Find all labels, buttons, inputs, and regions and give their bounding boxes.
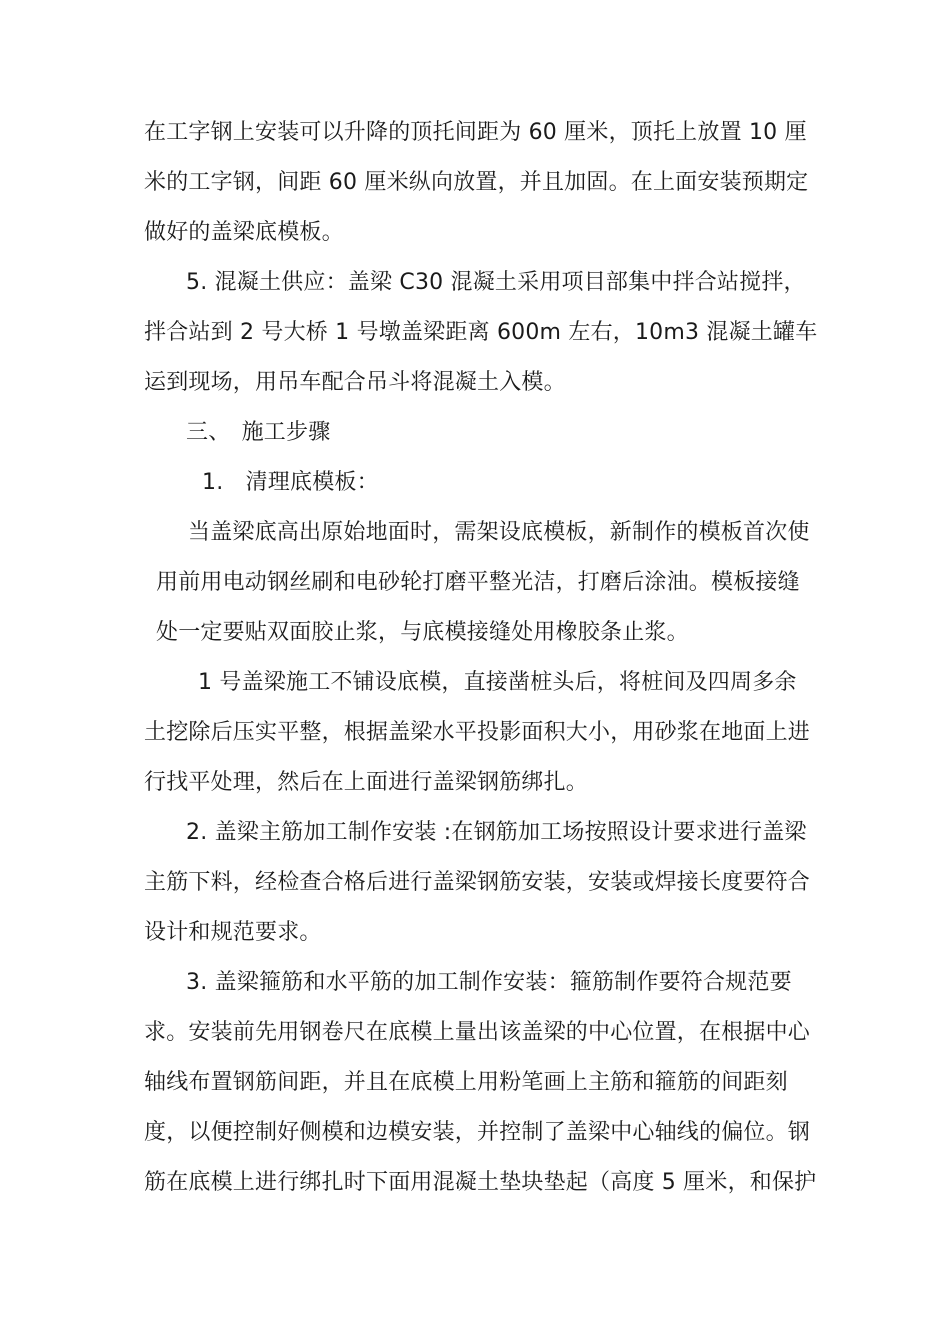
paragraph-line: 当盖梁底高出原始地面时，需架设底模板，新制作的模板首次使: [188, 520, 810, 545]
section-heading: 三、 施工步骤: [186, 420, 331, 445]
paragraph-line: 2. 盖梁主筋加工制作安装 :在钢筋加工场按照设计要求进行盖梁: [186, 820, 807, 845]
paragraph-line: 求。安装前先用钢卷尺在底模上量出该盖梁的中心位置，在根据中心: [144, 1020, 811, 1045]
paragraph-line: 5. 混凝土供应：盖梁 C30 混凝土采用项目部集中拌合站搅拌，: [186, 270, 806, 295]
paragraph-line: 拌合站到 2 号大桥 1 号墩盖梁距离 600m 左右，10m3 混凝土罐车: [144, 320, 818, 345]
paragraph-line: 在工字钢上安装可以升降的顶托间距为 60 厘米，顶托上放置 10 厘: [144, 120, 807, 145]
paragraph-line: 度，以便控制好侧模和边模安装，并控制了盖梁中心轴线的偏位。钢: [144, 1120, 811, 1145]
paragraph-line: 运到现场，用吊车配合吊斗将混凝土入模。: [144, 370, 566, 395]
paragraph-line: 筋在底模上进行绑扎时下面用混凝土垫块垫起（高度 5 厘米，和保护: [144, 1170, 817, 1195]
paragraph-line: 主筋下料，经检查合格后进行盖梁钢筋安装，安装或焊接长度要符合: [144, 870, 811, 895]
paragraph-line: 用前用电动钢丝刷和电砂轮打磨平整光洁，打磨后涂油。模板接缝: [156, 570, 800, 595]
paragraph-line: 处一定要贴双面胶止浆，与底模接缝处用橡胶条止浆。: [156, 620, 689, 645]
paragraph-line: 3. 盖梁箍筋和水平筋的加工制作安装：箍筋制作要符合规范要: [186, 970, 792, 995]
paragraph-line: 1 号盖梁施工不铺设底模，直接凿桩头后，将桩间及四周多余: [198, 670, 797, 695]
paragraph-line: 行找平处理，然后在上面进行盖梁钢筋绑扎。: [144, 770, 589, 795]
paragraph-line: 土挖除后压实平整，根据盖梁水平投影面积大小，用砂浆在地面上进: [144, 720, 811, 745]
paragraph-line: 米的工字钢，间距 60 厘米纵向放置，并且加固。在上面安装预期定: [144, 170, 809, 195]
paragraph-line: 轴线布置钢筋间距，并且在底模上用粉笔画上主筋和箍筋的间距刻: [144, 1070, 788, 1095]
paragraph-line: 做好的盖梁底模板。: [144, 220, 344, 245]
subsection-heading: 1. 清理底模板：: [202, 470, 379, 495]
paragraph-line: 设计和规范要求。: [144, 920, 322, 945]
